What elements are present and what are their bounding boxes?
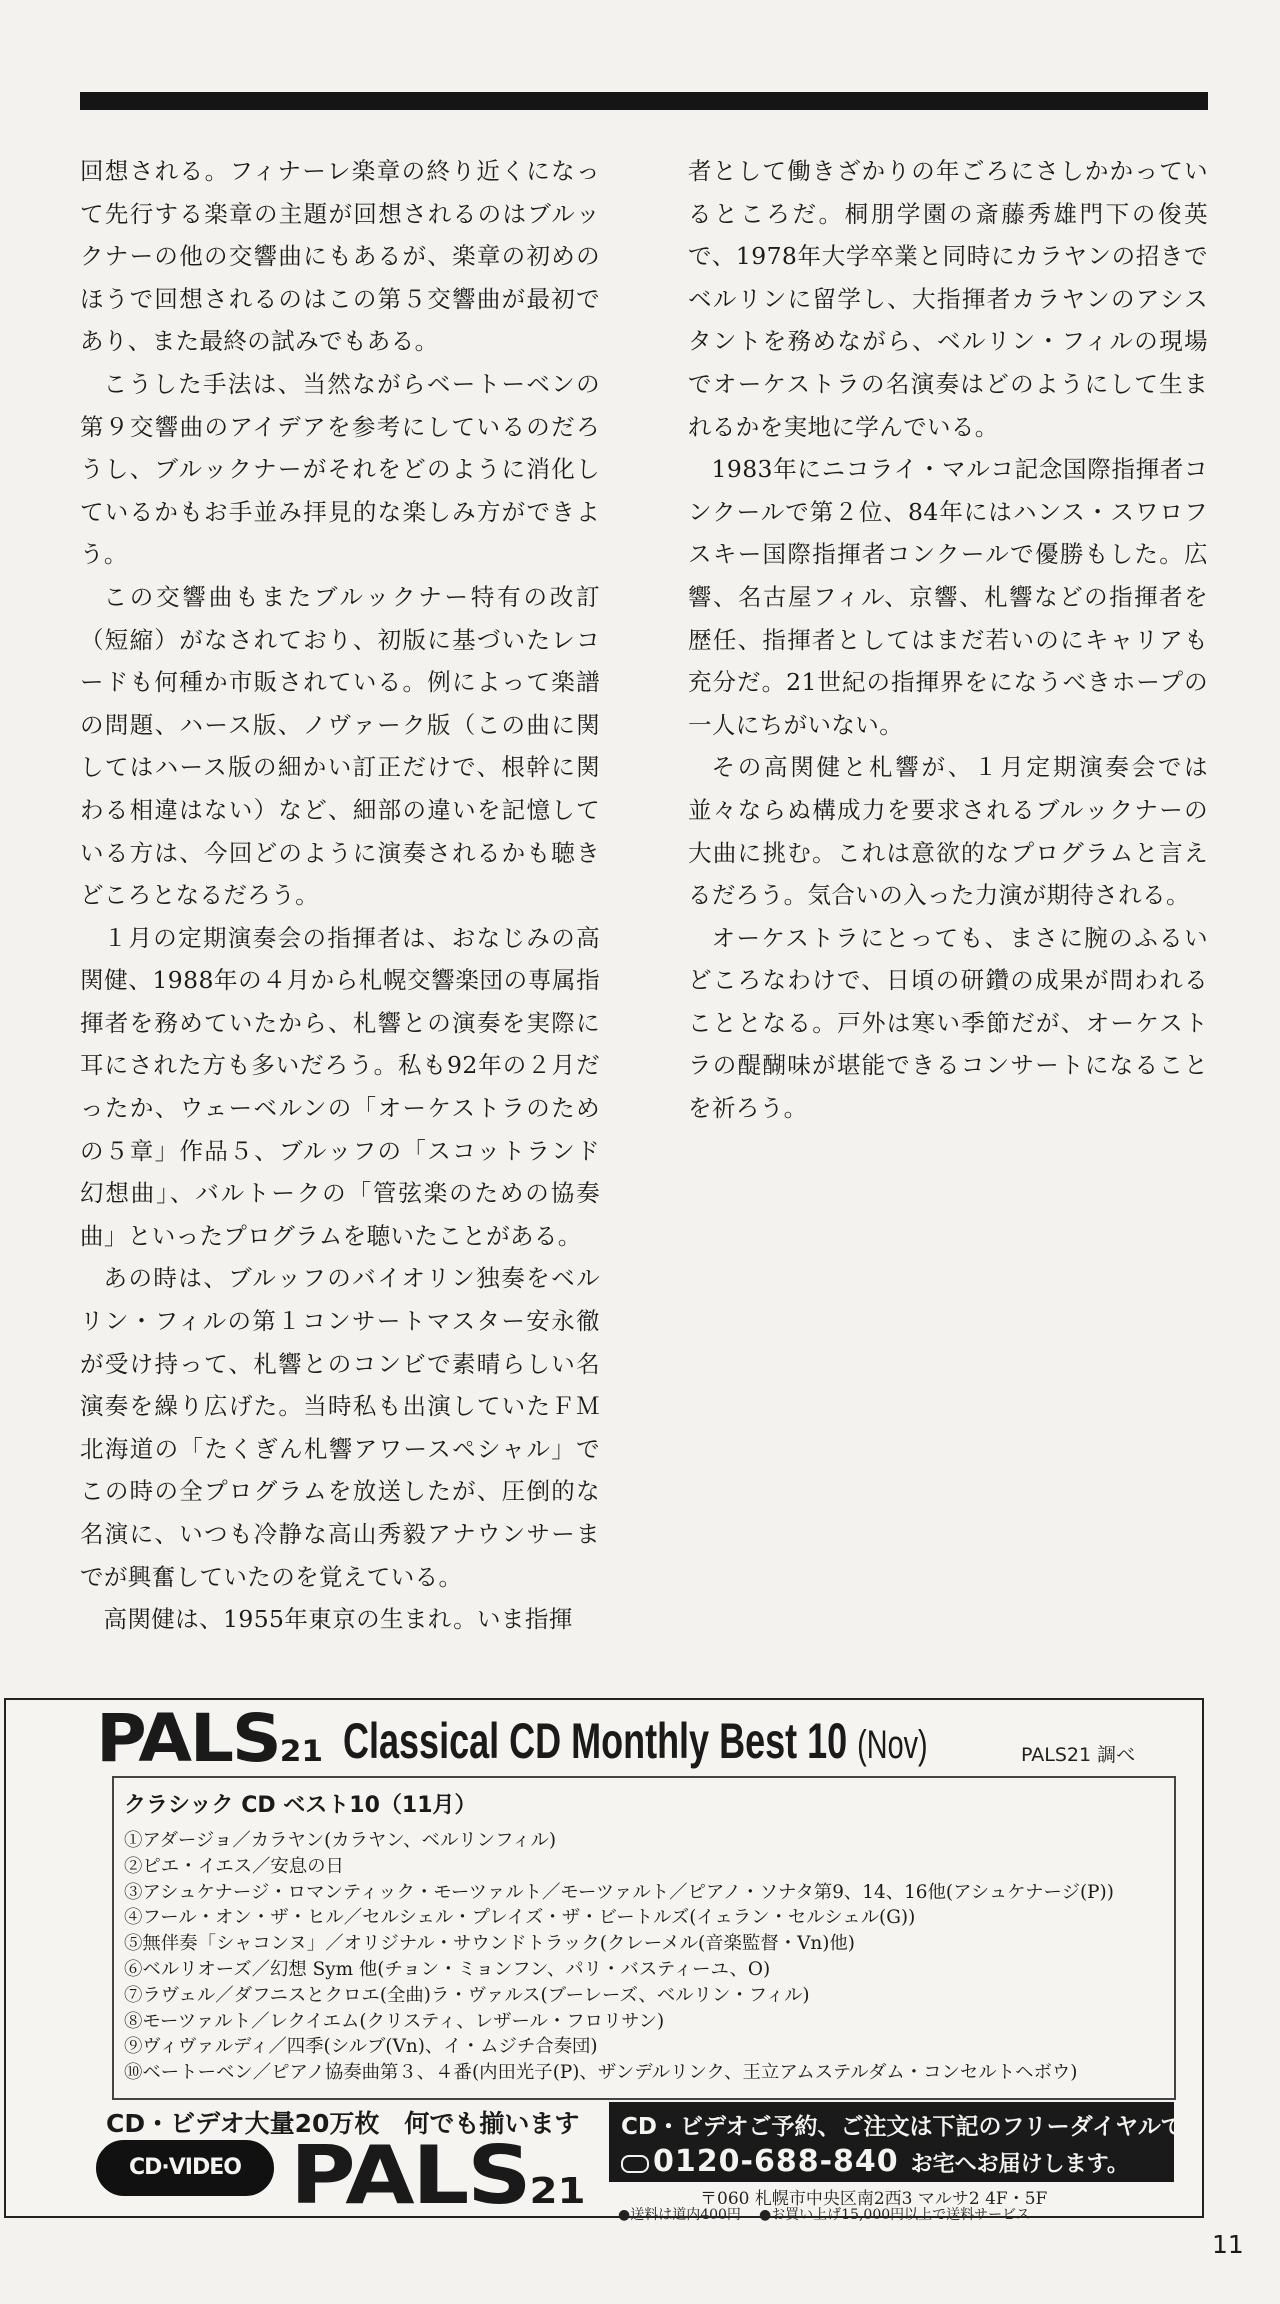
list-item: ⑨ヴィヴァルディ／四季(シルブ(Vn)、イ・ムジチ合奏団) bbox=[124, 2036, 598, 2058]
best10-box bbox=[112, 1776, 1176, 2100]
logo-text: PALS bbox=[96, 1700, 280, 1777]
paragraph: 者として働きざかりの年ごろにさしかかっているところだ。桐朋学園の斎藤秀雄門下の俊英で、1978年大学卒業と同時にカラヤンの招きでベルリンに留学し、大指揮者カラヤンのアシスタントを務めながら、ベルリン・フィルの現場でオーケストラの名演奏はどのようにして生まれるかを実地に学んでいる。 bbox=[688, 157, 1208, 441]
list-item: ②ピエ・イエス／安息の日 bbox=[124, 1855, 344, 1877]
article-column-right bbox=[688, 150, 1208, 1130]
list-item: ⑤無伴奏「シャコンヌ」／オリジナル・サウンドトラック(クレーメル(音楽監督・Vn)他) bbox=[124, 1933, 855, 1955]
ad-credit: PALS21 調べ bbox=[1021, 1744, 1136, 1766]
advertisement bbox=[4, 1698, 1204, 2223]
paragraph: 高関健は、1955年東京の生まれ。いま指揮 bbox=[103, 1605, 573, 1634]
pals21-logo-large bbox=[290, 2129, 586, 2222]
list-item: ④フール・オン・ザ・ヒル／セルシェル・プレイズ・ザ・ビートルズ(イェラン・セルシェル(G)) bbox=[124, 1907, 916, 1929]
list-item: ③アシュケナージ・ロマンティック・モーツァルト／モーツァルト／ピアノ・ソナタ第9、14、16他(アシュケナージ(P)) bbox=[124, 1881, 1114, 1903]
paragraph: あの時は、ブルッフのバイオリン独奏をベルリン・フィルの第１コンサートマスター安永徹が受け持って、札響とのコンビで素晴らしい名演奏を繰り広げた。当時私も出演していたＦＭ北海道の「たくぎん札響アワースペシャル」でこの時の全プログラムを放送したが、圧倒的な名演に、いつも冷静な高山秀毅アナウンサーまでが興奮していたのを覚えている。 bbox=[80, 1264, 600, 1591]
tel-number: 0120-688-840 bbox=[653, 2144, 899, 2179]
header-rule bbox=[80, 92, 1208, 110]
free-dial-icon bbox=[621, 2155, 649, 2173]
paragraph: こうした手法は、当然ながらベートーベンの第９交響曲のアイデアを参考にしているのだろうし、ブルックナーがそれをどのように消化しているかもお手並み拝見的な楽しみ方ができよう。 bbox=[80, 369, 600, 569]
logo-sub: 21 bbox=[279, 1734, 324, 1769]
article-column-left bbox=[80, 150, 600, 1641]
logo-text: PALS bbox=[290, 2129, 530, 2222]
cd-video-badge bbox=[96, 2140, 274, 2196]
paragraph: 1983年にニコライ・マルコ記念国際指揮者コンクールで第２位、84年にはハンス・スワロフスキー国際指揮者コンクールで優勝もした。広響、名古屋フィル、京響、札響などの指揮者を歴任、指揮者としてはまだ若いのにキャリアも充分だ。21世紀の指揮界をになうべきホープの一人にちがいない。 bbox=[688, 455, 1208, 739]
list-item: ⑩ベートーベン／ピアノ協奏曲第３、４番(内田光子(P)、ザンデルリンク、王立アムステルダム・コンセルトヘボウ) bbox=[124, 2062, 1078, 2084]
tel-row bbox=[621, 2144, 1129, 2179]
note: ●送料は道内400円 bbox=[618, 2207, 741, 2223]
deliver-text: お宅へお届けします。 bbox=[910, 2152, 1129, 2177]
order-text: CD・ビデオご予約、ご注文は下記のフリーダイヤルで bbox=[621, 2114, 1184, 2140]
shop-address: 〒060 札幌市中央区南2西3 マルサ2 4F・5F bbox=[700, 2189, 1048, 2209]
shipping-notes bbox=[618, 2204, 1048, 2224]
paragraph: その高関健と札響が、１月定期演奏会では並々ならぬ構成力を要求されるブルックナーの大曲に挑む。これは意欲的なプログラムと言えるだろう。気合いの入った力演が期待される。 bbox=[688, 753, 1208, 910]
list-item: ⑥ベルリオーズ／幻想 Sym 他(チョン・ミョンフン、パリ・バスティーユ、O) bbox=[124, 1958, 771, 1980]
list-item: ⑧モーツァルト／レクイエム(クリスティ、レザール・フロリサン) bbox=[124, 2010, 665, 2032]
best10-heading: クラシック CD ベスト10（11月） bbox=[124, 1793, 477, 1818]
ad-title-month: (Nov) bbox=[857, 1723, 928, 1767]
cd-video-badge-text: CD·VIDEO bbox=[129, 2155, 241, 2180]
list-item: ①アダージョ／カラヤン(カラヤン、ベルリンフィル) bbox=[124, 1830, 556, 1851]
ad-title-text: Classical CD Monthly Best 10 bbox=[343, 1713, 848, 1769]
paragraph: １月の定期演奏会の指揮者は、おなじみの高関健、1988年の４月から札幌交響楽団の専属指揮者を務めていたから、札響との演奏を実際に耳にされた方も多いだろう。私も92年の２月だったか、ウェーベルンの「オーケストラのための５章」作品５、ブルッフの「スコットランド幻想曲」、バルトークの「管弦楽のための協奏曲」といったプログラムを聴いたことがある。 bbox=[80, 923, 600, 1250]
order-box bbox=[609, 2102, 1184, 2182]
note: ●お買い上げ15,000円以上で送料サービス bbox=[758, 2207, 1031, 2223]
ad-title bbox=[343, 1712, 928, 1770]
pals21-logo bbox=[96, 1700, 324, 1777]
paragraph: オーケストラにとっても、まさに腕のふるいどころなわけで、日頃の研鑽の成果が問われることとなる。戸外は寒い季節だが、オーケストラの醍醐味が堪能できるコンサートになることを祈ろう。 bbox=[688, 923, 1208, 1123]
list-item: ⑦ラヴェル／ダフニスとクロエ(全曲)ラ・ヴァルス(ブーレーズ、ベルリン・フィル) bbox=[124, 1984, 810, 2006]
paragraph: 回想される。フィナーレ楽章の終り近くになって先行する楽章の主題が回想されるのはブルックナーの他の交響曲にもあるが、楽章の初めのほうで回想されるのはこの第５交響曲が最初であり、また最終の試みでもある。 bbox=[80, 157, 600, 356]
best10-list bbox=[124, 1828, 1114, 2086]
logo-sub: 21 bbox=[529, 2171, 586, 2212]
page-number: 11 bbox=[1212, 2230, 1244, 2259]
ad-slogan: CD・ビデオ大量20万枚 何でも揃います bbox=[106, 2109, 580, 2138]
paragraph: この交響曲もまたブルックナー特有の改訂（短縮）がなされており、初版に基づいたレコードも何種か市販されている。例によって楽譜の問題、ハース版、ノヴァーク版（この曲に関してはハース版の細かい訂正だけで、根幹に関わる相違はない）など、細部の違いを記憶している方は、今回どのように演奏されるかも聴きどころとなるだろう。 bbox=[80, 582, 600, 910]
